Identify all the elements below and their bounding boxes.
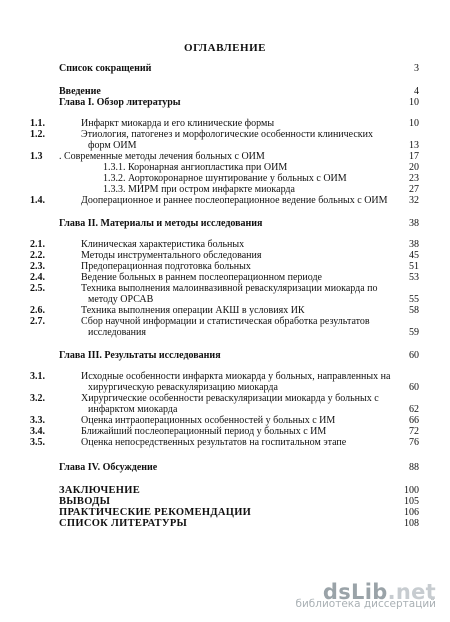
toc-entry-number: 2.3. xyxy=(30,261,45,272)
toc-entry-text: Глава I. Обзор литературы xyxy=(59,97,181,108)
toc-entry xyxy=(30,437,419,448)
toc-entry xyxy=(30,239,419,250)
toc-entry-page: 45 xyxy=(409,250,419,261)
toc-entry xyxy=(30,371,419,393)
toc-entry-number: 1.1. xyxy=(30,118,45,129)
toc-entry-text: 2.7. Сбор научной информации и статистическая обработка результатов исследования xyxy=(30,316,370,338)
toc-entry xyxy=(30,283,419,305)
toc-entry xyxy=(59,63,419,74)
toc-entry xyxy=(59,485,419,496)
toc-entry-page: 62 xyxy=(409,404,419,415)
watermark xyxy=(266,580,436,610)
toc-entry-text: Список сокращений xyxy=(59,63,152,74)
toc-entry-page: 4 xyxy=(414,86,419,97)
toc-entry-page: 76 xyxy=(409,437,419,448)
toc-entry xyxy=(30,151,419,162)
toc-entry-text: 1.3 . Современные методы лечения больных с ОИМ xyxy=(30,151,265,162)
toc-entry-text: 3.3. Оценка интраоперационных особенностей у больных с ИМ xyxy=(30,415,336,426)
toc-entry-text: Введение xyxy=(59,86,101,97)
toc-entry xyxy=(30,118,419,129)
toc-entry-page: 32 xyxy=(409,195,419,206)
toc-entry xyxy=(30,426,419,437)
page-title: ОГЛАВЛЕНИЕ xyxy=(184,42,266,54)
toc-entry-page: 55 xyxy=(409,294,419,305)
toc-entry-page: 53 xyxy=(409,272,419,283)
toc-entry-page: 23 xyxy=(409,173,419,184)
toc-entry-number: 3.2. xyxy=(30,393,45,404)
toc-entry xyxy=(59,97,419,108)
toc-entry-text: 3.4. Ближайший послеоперационный период у больных с ИМ xyxy=(30,426,327,437)
table-of-contents xyxy=(30,63,419,529)
toc-entry xyxy=(59,173,419,184)
toc-entry-number: 2.1. xyxy=(30,239,45,250)
toc-entry-number: 3.4. xyxy=(30,426,45,437)
toc-entry-page: 17 xyxy=(409,151,419,162)
toc-entry xyxy=(30,261,419,272)
toc-entry-page: 13 xyxy=(409,140,419,151)
toc-entry-text: 1.3.1. Коронарная ангиопластика при ОИМ xyxy=(103,162,288,173)
toc-entry-text: Глава III. Результаты исследования xyxy=(59,350,221,361)
toc-entry-page: 38 xyxy=(409,218,419,229)
toc-entry-text: 3.2. Хирургические особенности реваскуляризации миокарда у больных с инфарктом миокарда xyxy=(30,393,379,415)
toc-entry-text: 2.3. Предоперационная подготовка больных xyxy=(30,261,251,272)
toc-entry-page: 108 xyxy=(404,518,419,529)
toc-entry-text: 2.2. Методы инструментального обследования xyxy=(30,250,262,261)
toc-entry-text: ВЫВОДЫ xyxy=(59,496,111,507)
toc-entry-text: ЗАКЛЮЧЕНИЕ xyxy=(59,485,141,496)
toc-entry xyxy=(59,496,419,507)
toc-entry-number: 2.7. xyxy=(30,316,45,327)
toc-entry xyxy=(59,462,419,473)
toc-entry-text: 2.1. Клиническая характеристика больных xyxy=(30,239,245,250)
toc-entry-number: 2.2. xyxy=(30,250,45,261)
toc-entry xyxy=(30,272,419,283)
toc-entry xyxy=(59,218,419,229)
toc-entry-page: 105 xyxy=(404,496,419,507)
toc-entry-page: 10 xyxy=(409,118,419,129)
toc-entry xyxy=(30,195,419,206)
toc-entry-text: 2.5. Техника выполнения малоинвазивной реваскуляризации миокарда по методу ОРСАВ xyxy=(30,283,378,305)
toc-entry-text: 1.3.3. МИРМ при остром инфаркте миокарда xyxy=(103,184,295,195)
toc-entry-page: 20 xyxy=(409,162,419,173)
toc-entry-number: 3.1. xyxy=(30,371,45,382)
watermark-subtitle: библиотека диссертаций xyxy=(295,598,436,610)
toc-entry-text: ПРАКТИЧЕСКИЕ РЕКОМЕНДАЦИИ xyxy=(59,507,252,518)
toc-entry-page: 38 xyxy=(409,239,419,250)
toc-entry xyxy=(30,415,419,426)
toc-entry-text: 2.6. Техника выполнения операции АКШ в условиях ИК xyxy=(30,305,305,316)
toc-entry-page: 59 xyxy=(409,327,419,338)
toc-entry-page: 106 xyxy=(404,507,419,518)
toc-entry-number: 1.2. xyxy=(30,129,45,140)
toc-entry xyxy=(30,316,419,338)
toc-entry-page: 66 xyxy=(409,415,419,426)
toc-entry xyxy=(59,518,419,529)
toc-entry-number: 2.6. xyxy=(30,305,45,316)
toc-entry-page: 27 xyxy=(409,184,419,195)
toc-entry xyxy=(30,305,419,316)
toc-entry-page: 51 xyxy=(409,261,419,272)
toc-entry-page: 100 xyxy=(404,485,419,496)
toc-entry xyxy=(59,184,419,195)
toc-entry-text: Глава II. Материалы и методы исследования xyxy=(59,218,263,229)
watermark-logo: dsLib.net xyxy=(322,580,436,604)
toc-entry-page: 88 xyxy=(409,462,419,473)
toc-entry-text: 3.1. Исходные особенности инфаркта миокарда у больных, направленных на хирургическую реваскуляризацию миокарда xyxy=(30,371,391,393)
toc-entry-text: 1.3.2. Аортокоронарное шунтирование у больных с ОИМ xyxy=(103,173,347,184)
toc-entry-text: 1.1. Инфаркт миокарда и его клинические формы xyxy=(30,118,275,129)
toc-entry xyxy=(30,393,419,415)
toc-entry-number: 1.4. xyxy=(30,195,45,206)
toc-entry xyxy=(59,86,419,97)
toc-entry xyxy=(59,350,419,361)
toc-entry-text: 1.4. Дооперационное и раннее послеоперационное ведение больных с ОИМ xyxy=(30,195,388,206)
toc-entry-number: 2.4. xyxy=(30,272,45,283)
toc-entry-page: 60 xyxy=(409,350,419,361)
toc-entry-text: 2.4. Ведение больных в раннем послеоперационном периоде xyxy=(30,272,322,283)
toc-entry-page: 10 xyxy=(409,97,419,108)
toc-entry-number: 2.5. xyxy=(30,283,45,294)
toc-entry-page: 3 xyxy=(414,63,419,74)
toc-entry-text: 1.2. Этиология, патогенез и морфологические особенности клинических форм ОИМ xyxy=(30,129,374,151)
toc-entry-page: 72 xyxy=(409,426,419,437)
toc-entry-text: Глава IV. Обсуждение xyxy=(59,462,158,473)
toc-entry-page: 60 xyxy=(409,382,419,393)
toc-entry xyxy=(30,129,419,151)
toc-entry-text: СПИСОК ЛИТЕРАТУРЫ xyxy=(59,518,188,529)
toc-entry-number: 3.5. xyxy=(30,437,45,448)
toc-entry-page: 58 xyxy=(409,305,419,316)
toc-entry xyxy=(30,250,419,261)
toc-entry xyxy=(59,507,419,518)
toc-entry-text: 3.5. Оценка непосредственных результатов на госпитальном этапе xyxy=(30,437,347,448)
toc-entry-number: 3.3. xyxy=(30,415,45,426)
toc-entry xyxy=(59,162,419,173)
